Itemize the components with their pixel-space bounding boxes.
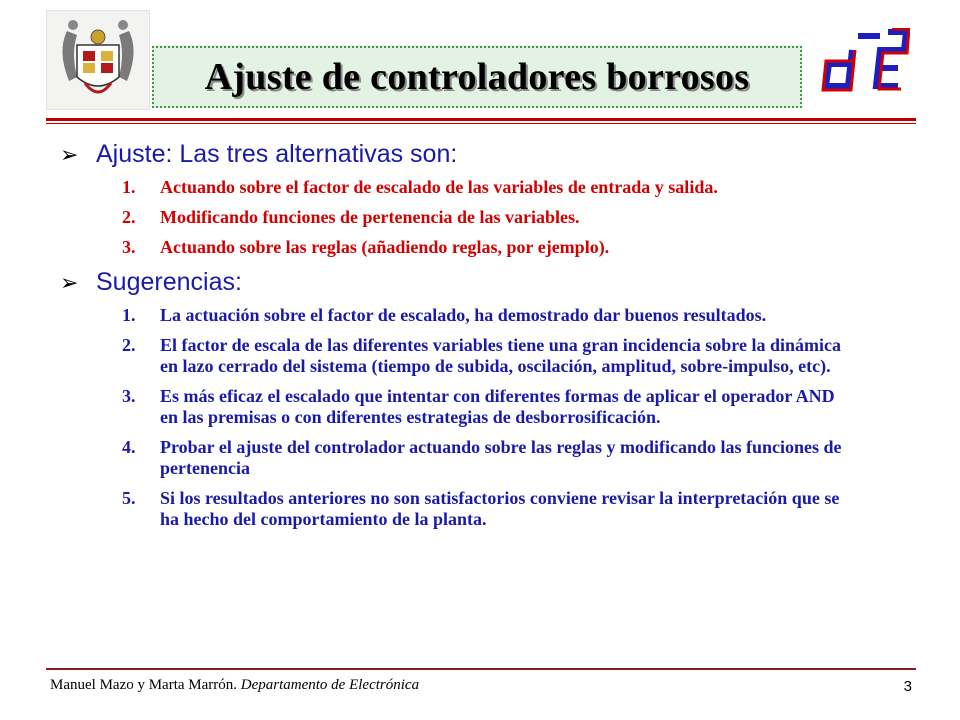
item-text: Actuando sobre el factor de escalado de las variables de entrada y salida. — [160, 177, 718, 197]
bullet-ajuste-text: Ajuste: Las tres alternativas son: — [96, 140, 458, 168]
footer-department: Departamento de Electrónica — [240, 677, 420, 693]
slide-content — [60, 140, 910, 540]
sugerencias-list — [60, 305, 910, 530]
item-text: Es más eficaz el escalado que intentar con diferentes formas de aplicar el operador AND en las premisas o con diferentes estrategias de desborrosificación. — [160, 386, 835, 427]
list-item — [60, 305, 910, 326]
header-divider-thin — [46, 123, 916, 124]
footer-credits — [50, 677, 419, 694]
list-item — [60, 237, 910, 258]
item-text: El factor de escala de las diferentes variables tiene una gran incidencia sobre la dinámica en lazo cerrado del sistema (tiempo de subida, oscilación, amplitud, sobre-impulso, etc). — [160, 335, 841, 376]
footer-authors: Manuel Mazo y Marta Marrón. — [50, 677, 238, 693]
item-number: 1. — [122, 305, 136, 325]
list-item — [60, 177, 910, 198]
bullet-sugerencias-text: Sugerencias: — [96, 268, 242, 296]
list-item — [60, 386, 910, 428]
list-item — [60, 207, 910, 228]
title-box — [152, 46, 802, 108]
item-text: Si los resultados anteriores no son satisfactorios conviene revisar la interpretación que se ha hecho del comportamiento de la planta. — [160, 488, 840, 529]
footer-divider — [46, 668, 916, 670]
item-number: 1. — [122, 177, 136, 197]
item-number: 2. — [122, 335, 136, 355]
header-divider — [46, 118, 916, 121]
university-crest — [46, 10, 150, 110]
ajuste-list — [60, 177, 910, 258]
university-crest-icon — [47, 11, 149, 109]
bullet-sugerencias — [60, 268, 910, 297]
department-logo — [818, 28, 910, 106]
list-item — [60, 335, 910, 377]
dep-logo-icon — [818, 28, 910, 106]
arrow-bullet-icon: ➢ — [60, 143, 79, 168]
item-text: La actuación sobre el factor de escalado, ha demostrado dar buenos resultados. — [160, 305, 767, 325]
item-number: 2. — [122, 207, 136, 227]
list-item — [60, 488, 910, 530]
item-number: 3. — [122, 237, 136, 257]
arrow-bullet-icon: ➢ — [60, 271, 79, 296]
item-number: 3. — [122, 386, 136, 406]
item-text: Probar el ajuste del controlador actuando sobre las reglas y modificando las funciones de pertenencia — [160, 437, 842, 478]
item-number: 5. — [122, 488, 136, 508]
item-text: Actuando sobre las reglas (añadiendo reglas, por ejemplo). — [160, 237, 610, 257]
page-title: Ajuste de controladores borrosos — [204, 56, 750, 98]
page-number: 3 — [903, 678, 912, 695]
list-item — [60, 437, 910, 479]
item-number: 4. — [122, 437, 136, 457]
bullet-ajuste — [60, 140, 910, 169]
item-text: Modificando funciones de pertenencia de las variables. — [160, 207, 580, 227]
